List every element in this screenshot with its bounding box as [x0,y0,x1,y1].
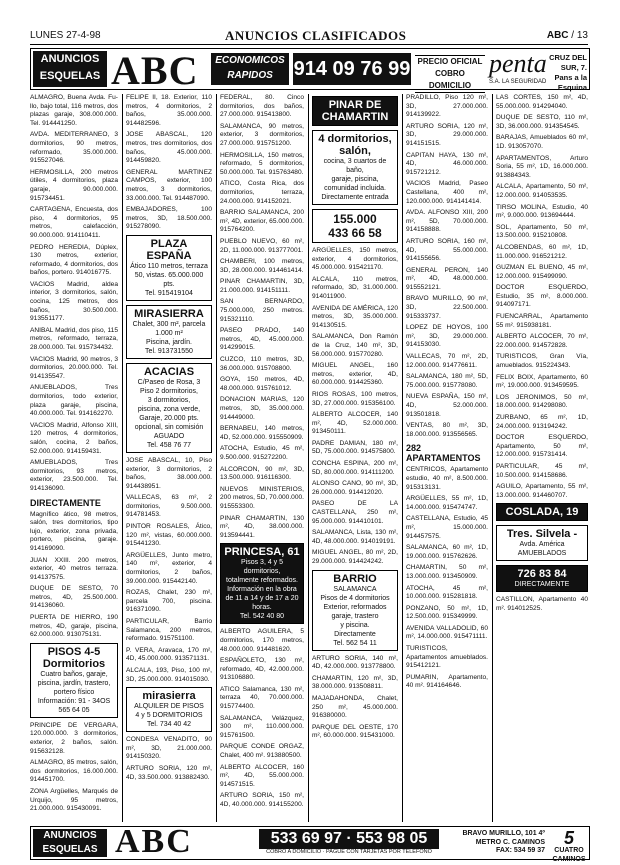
ad-box-line: BARRIO [333,572,377,585]
classified-ad: PARQUE CONDE ORGAZ, Chalet, 400 m². 913880500. [220,743,304,760]
classified-ad: PRINCIPE DE VERGARA, 120.000.000. 3 dormitorios, exterior, 2 baños, salón. 915632128. [30,721,118,755]
ad-box-line: opcional, sin comisión [134,423,204,431]
classified-ad: PUMARIN, Apartamento, 40 m². 914164646. [406,673,488,690]
footer-cuatro-number: 5 [563,828,574,848]
classified-ad: DUQUE DE SESTO, 110 m², 3D, 36.000.000. 914354545. [496,114,588,130]
banner-economicos-line1: ECONOMICOS [215,55,285,66]
page-header [30,28,588,45]
ad-box-line: Tel. 542 40 80 [240,613,284,621]
column-divider [216,94,217,822]
ad-box-line: AGUADO [153,432,185,440]
classified-ad: VACIOS Madrid, Paseo Castellana, 400 m², 120.000.000. 914141414. [406,180,488,205]
banner-esquelas: ESQUELAS [39,70,101,82]
column-divider [402,94,403,822]
classified-ad: ALCALA, Apartamento, 50 m², 12.000.000. 914053535. [496,183,588,199]
ad-box-line: Tel. 915419104 [145,289,193,297]
ad-box-line: piscina, zona verde, [137,405,201,413]
ad-box [312,130,398,205]
header-page-name: ABC [546,30,569,41]
banner-penta-logo: penta [489,49,547,78]
classified-ad: JOSE ABASCAL, 10, Piso exterior, 3 dormitorios, 2 baños, 38.000.000. 914438951. [126,456,212,490]
classified-ad: BARRIO SALAMANCA, 200 m², 4D, exterior, 65.000.000. 915764200. [220,209,304,234]
classified-ad: CUZCO, 110 metros, 3D, 36.000.000. 915708800. [220,356,304,372]
ad-box-line: Ático 110 metros, terraza 50, vistas. 65.000.000 pts. [130,262,208,288]
banner-anuncios: ANUNCIOS [40,53,100,65]
classified-ad: ZURBANO, 65 m², 1D, 24.000.000. 913194242. [496,414,588,430]
classified-ad: GOYA, 150 metros, 4D, 48.000.000. 915761012. [220,376,304,392]
classified-ad: SALAMANCA, 60 m², 1D, 19.000.000. 915762626. [406,544,488,560]
footer-phones: 533 69 97 · 553 98 05 [259,829,439,849]
ad-box-line: Tel. 562 54 11 [333,639,377,647]
ad-box-line: Chalet, 300 m², parcela 1.000 m² [132,320,206,337]
classified-ad: FEDERAL, 80. Cinco dormitorios, dos baños, 27.000.000. 915413800. [220,94,304,119]
ad-box-line: PINAR DE CHAMARTIN [321,99,389,123]
classified-ad: AVENIDA VALLADOLID, 60 m², 14.000.000. 915471111. [406,624,488,641]
classified-ad: SALAMANCA, Velázquez, 300 m², 110.000.000. 915761500. [220,714,304,739]
ad-box-line: PRINCESA, 61 [224,546,300,559]
header-title: ANUNCIOS CLASIFICADOS [225,28,407,43]
classified-ad: PUEBLO NUEVO, 60 m², 2D, 11.000.000. 913777001. [220,237,304,254]
footer-cuatro-line2: CAMINOS [552,856,586,863]
classified-ad: ALBERTO ALCOCER, 70 m², 22.000.000. 914572828. [496,333,588,349]
footer-cobro: COBRO A DOMICILIO · PAGUE CON TARJETAS POR TELÉFONO [266,849,432,855]
classified-ad: MIGUEL ANGEL, 160 metros, exterior, 4D, 60.000.000. 914425360. [312,362,398,387]
ad-box-line: Pisos 3, 4 y 5 dormitorios, [240,559,284,576]
footer-anuncios: ANUNCIOS [43,830,97,841]
classified-ad: VACIOS Madrid, 90 metros, 3 dormitorios, 20.000.000. Tel. 914135547. [30,355,118,380]
ad-box-line: Tel. 458 76 77 [147,441,191,449]
classified-ad: PINTOR ROSALES, Ático, 120 m², vistas, 60.000.000. 915441230. [126,523,212,548]
classified-ad: CASTILLON, Apartamento 40 m². 914012525. [496,596,588,612]
ad-box-line: Tel. 913731550 [145,347,193,355]
classified-ad: DOCTOR ESQUERDO, Estudio, 35 m², 8.000.000. 914097171. [496,284,588,309]
banner-anuncios-esquelas [33,51,107,87]
classified-ad: SAN BERNARDO, 75.000.000, 250 metros. 915321110. [220,298,304,323]
footer-address-line2: METRO C. CAMINOS [475,838,545,846]
classified-ad: VACIOS Madrid, aldea interior, 3 dormitorios, salón, cocina, 125 metros, dos baños, 30.500.000. 913551177. [30,280,118,323]
classified-ad: PASEO DE LA CASTELLANA, 250 m², 95.000.000. 914410101. [312,500,398,525]
column-divider [492,94,493,822]
classified-ad: ALCALA, 110 metros, reformado, 3D, 31.000.000. 914011900. [312,275,398,300]
classified-ad: VENTAS, 80 m², 3D, 18.000.000. 913556565. [406,422,488,438]
classified-ad: LAS CORTES, 150 m², 4D, 55.000.000. 914294040. [496,94,588,110]
ad-box-line: ACACIAS [143,365,195,378]
classified-ad: VACIOS Madrid, Alfonso XIII, 120 metros, 4 dormitorios, salón, cocina, 2 baños, 52.000.000. 914159431. [30,421,118,455]
classified-ad: JOSE ABASCAL, 120 metros, tres dormitorios, dos baños, 45.000.000. 914459820. [126,131,212,165]
ad-box [312,209,398,243]
ad-box [126,363,212,453]
ad-box-line: comunidad incluida. [324,185,386,192]
ad-box-line: Piso 2 dormitorios, [140,387,198,395]
ad-box-line: Pisos de 4 dormitorios [320,594,390,602]
ad-box-line: ALQUILER DE PISOS [134,703,204,711]
ad-box-line: 565 64 05 [58,706,90,714]
ad-box [126,687,212,732]
classified-ad: ANIBAL Madrid, dos piso, 115 metros, reformado, terraza, 28.000.000. Tel. 915734432. [30,326,118,352]
ad-box [126,305,212,359]
classified-ad: ALBERTO ALCOCER, 160 m², 4D, 55.000.000. 914571515. [220,763,304,788]
classified-ad: PONZANO, 50 m², 1D, 12.500.000. 915349999. [406,604,488,621]
banner-phone: 914 09 76 99 [293,53,411,85]
ad-box [220,543,304,624]
classified-ad: AVDA. ALFONSO XIII, 200 m², 5D, 70.000.000. 914158888. [406,209,488,234]
ad-box-line: 4 y 5 DORMITORIOS [135,712,203,720]
footer-address-line3: FAX: 534 59 37 [495,847,545,854]
header-date: LUNES 27-4-98 [30,30,101,41]
ad-box-line: de 11 a 14 y de 17 a 20 horas. [225,595,299,612]
ad-box-line: Directamente [334,630,376,638]
classified-ad: ALBERTO AGUILERA, 5 dormitorios, 170 metros, 48.000.000. 914481620. [220,628,304,653]
classified-ad: BARAJAS, Amueblados 60 m², 1D. 913057070. [496,134,588,150]
banner-precio-line1: PRECIO OFICIAL [417,57,483,66]
classified-ad: GENERAL PERON, 140 m², 4D, 48.000.000. 915552121. [406,266,488,291]
ad-box-line: 3 dormitorios, [147,396,191,404]
column-2 [126,94,212,822]
ad-box [496,503,588,521]
classified-ad: ESPAÑOLETO, 130 m², reformado, 4D, 42.000.000. 913106880. [220,657,304,682]
footer-abc-logo: ABC [115,823,193,860]
classified-ad: PEDRO HEREDIA, Dúplex, 130 metros, exterior, reformado, 4 dormitorios, dos baños, portero. 914016775. [30,243,118,277]
classified-ad: AGUILO, Apartamento, 55 m², 13.000.000. 914460707. [496,483,588,499]
classified-ad: ROZAS, Chalet, 230 m², parcela 700, piscina. 916371090. [126,589,212,614]
classified-ad: PUERTA DE HIERRO, 190 metros, 4D, garaje, piscina, 62.000.000. 913075131. [30,614,118,639]
classified-ad: CHAMBERI, 100 metros, 3D, 28.000.000. 914461414. [220,258,304,274]
classified-ad: FELIX BOIX, Apartamento, 60 m², 19.000.000. 913459595. [496,373,588,390]
ad-box-line: totalmente reformados. [226,577,298,585]
classified-ad: AVENIDA DE AMÉRICA, 120 metros, 3D, 35.000.000. 914130515. [312,304,398,329]
classified-ad: VALLECAS, 63 m², 2 dormitorios, 9.500.000. 914781453. [126,494,212,519]
top-banner [30,48,590,93]
ad-box-line: Información: 91 - 34OS [37,697,111,705]
footer-cuatro-line1: CUATRO [554,847,584,854]
ad-box [30,643,118,718]
classified-ad: SALAMANCA, 90 metros, exterior, 3 dormitorios, 27.000.000. 915751200. [220,122,304,147]
ad-box-line: AMUEBLADOS [517,550,567,558]
banner-cruz-line1: CRUZ DEL SUR, 7. [549,53,587,72]
classified-ad: DUQUE DE SESTO, 70 metros, 4D, 25.500.000. 914136060. [30,585,118,610]
ad-box-line: Directamente entrada [321,194,389,201]
ad-box-line: 726 83 84 [517,568,567,581]
ad-box-line: garaje, trastero [331,612,379,620]
banner-economicos-line2: RAPIDOS [227,70,273,81]
ad-box-line: Cuatro baños, garaje, piscina, jardín, trastero, portero físico [37,670,111,696]
column-divider [308,94,309,822]
classified-ad: PASEO PRADO, 140 metros, 4D, 45.000.000. 914299015. [220,327,304,352]
classified-ad: MIGUEL ANGEL, 80 m², 2D, 29.000.000. 914424242. [312,549,398,565]
classified-ad: ARGÜELLES, 150 metros, exterior, 4 dormitorios, 45.000.000. 915421170. [312,247,398,272]
classified-ad: AMUEBLADOS, Tres dormitorios, 93 metros, exterior, 23.500.000. Tel. 914136090. [30,459,118,492]
classified-ad: GUZMAN EL BUENO, 45 m², 12.000.000. 915499090. [496,264,588,280]
classified-ad: HERMOSILLA, 200 metros útiles, 4 dormitorios, plaza garaje, 90.000.000. 915734451. [30,168,118,202]
classified-ad: ARTURO SORIA, 140 m², 4D, 42.000.000. 913778800. [312,654,398,671]
footer-address [445,830,545,856]
column-6 [496,94,588,822]
banner-economicos [211,53,289,85]
classified-ad: CAPITAN HAYA, 130 m², 4D, 46.000.000. 915721212. [406,151,488,176]
classified-ad: CHAMARTIN, 50 m², 13.000.000. 913450909. [406,564,488,580]
footer-esquelas: ESQUELAS [42,844,98,855]
ad-box [312,96,398,126]
column-divider [122,94,123,822]
ad-box-line: cocina, 3 cuartos de baño, [323,158,387,174]
section-heading: 282 APARTAMENTOS [406,443,481,464]
ad-box-line: PLAZA ESPAÑA [146,237,192,262]
classified-ad: NUEVA ESPAÑA, 150 m², 4D, 52.000.000. 913501818. [406,393,488,418]
classified-ad: APARTAMENTOS, Arturo Soria, 55 m², 1D, 16.000.000. 913884343. [496,154,588,179]
ad-box-line: y piscina. [340,621,370,629]
classified-ad: CONDESA VENADITO, 90 m², 3D, 21.000.000. 914150320. [126,736,212,761]
classified-ad: TURISTICOS, Gran Vía, amueblados. 915224343. [496,353,588,370]
ad-box-line: PISOS 4-5 Dormitorios [42,645,106,670]
classified-ad: PINAR CHAMARTIN, 130 m², 4D, 38.000.000. 913594441. [220,514,304,539]
classified-ad: SALAMANCA, 180 m², 5D, 75.000.000. 915778080. [406,373,488,389]
classified-ad: PARQUE DEL OESTE, 170 m², 60.000.000. 915431000. [312,723,398,740]
footer-anuncios-esquelas [33,829,107,857]
column-5 [406,94,488,822]
classified-ad: LOPEZ DE HOYOS, 100 m², 3D, 29.000.000. 914153030. [406,324,488,349]
ad-box-line: DIRECTAMENTE [514,581,570,589]
ad-box-line: 155.000 [333,212,377,226]
classified-ad: LOS JERONIMOS, 50 m², 18.000.000. 914298080. [496,393,588,410]
classified-ad: GENERAL MARTINEZ CAMPOS, exterior, 100 metros, 3 dormitorios, 33.000.000. Tel. 914487090. [126,168,212,202]
classified-ad: FUENCARRAL, Apartamento 55 m². 915938181. [496,313,588,329]
banner-penta-sub: S.A. LA SEGURIDAD [489,79,547,85]
classified-ad: DOCTOR ESQUERDO, Apartamento, 50 m², 12.000.000. 915731414. [496,434,588,459]
header-page-number: 13 [576,30,588,41]
ad-box-line: Piscina, jardín. [146,338,192,346]
classified-ad: SALAMANCA, Don Ramón de la Cruz, 140 m², 3D, 56.000.000. 915770280. [312,333,398,358]
classified-ad: ATICO Salamanca, 130 m², terraza 40, 70.000.000. 915774400. [220,685,304,711]
classified-ad: JUAN XXIII. 200 metros, exterior, 40 metros terraza. 914137575. [30,556,118,581]
ad-box-line: Exterior, reformados [323,603,387,611]
classified-ad: HERMOSILLA, 150 metros, reformado, 5 dormitorios, 50.000.000. Tel. 915763480. [220,151,304,176]
ad-box-line: Información en la obra [227,586,297,594]
column-4 [312,94,398,822]
ad-box-line: COSLADA, 19 [505,506,579,519]
classified-ad: ALBERTO ALCOCER, 140 m², 4D, 52.000.000. 913450111. [312,411,398,436]
classified-ad: CENTRICOS, Apartamento estudio, 40 m², 8.500.000. 915313131. [406,466,488,491]
classified-ad: CASTELLANA, Estudio, 45 m², 15.000.000. 914457575. [406,515,488,540]
header-page: ABC / 13 [546,30,588,41]
classified-ad: BRAVO MURILLO, 90 m², 3D, 22.500.000. 915333737. [406,295,488,320]
ad-box-line: Tel. 734 40 42 [147,721,191,729]
classified-ad: ALMAGRO, 85 metros, salón, dos dormitorios, 16.000.000. 914451700. [30,759,118,784]
banner-precio-line2: COBRO DOMICILIO [428,69,472,90]
column-1 [30,94,118,822]
classified-ad: EMBAJADORES, 100 metros, 3D, 18.500.000. 915278090. [126,206,212,231]
classified-ad: CHAMARTIN, 120 m², 3D, 38.000.000. 913508811. [312,674,398,691]
ad-box-line: MIRASIERRA [134,307,204,320]
classified-ad: RIOS ROSAS, 100 metros, 3D, 27.000.000. 915356100. [312,390,398,407]
classified-ad: ALCORCON, 90 m², 3D, 13.500.000. 916116300. [220,465,304,482]
classified-ad: ALCOBENDAS, 60 m², 1D, 11.000.000. 916521212. [496,243,588,260]
classified-ad: PARTICULAR, Barrio Salamanca, 200 metros, reformado. 915751100. [126,618,212,643]
classified-ad: FELIPE II, 18. Exterior, 110 metros, 4 dormitorios, 2 baños, 35.000.000. 914482596. [126,94,212,127]
classified-ad: BERNABEU, 140 metros, 4D, 52.000.000. 915550909. [220,425,304,441]
classified-ad: CONCHA ESPINA, 200 m², 5D, 80.000.000. 914111200. [312,460,398,476]
classified-ad: ARGÜELLES, 55 m², 1D, 14.000.000. 915474747. [406,495,488,511]
classified-ad: ARTURO SORIA, 120 m², 3D, 29.000.000. 914151515. [406,122,488,147]
classified-ad: MAJADAHONDA, Chalet, 250 m², 45.000.000. 916380000. [312,694,398,720]
classified-ad: P. VERA, Aravaca, 170 m², 4D, 45.000.000. 913571131. [126,646,212,663]
classified-ad: PARTICULAR, 45 m², 10.500.000. 914158686. [496,462,588,479]
classified-ad: ALCALA, 193, Piso, 100 m², 3D, 25.000.000. 914015030. [126,666,212,683]
banner-precio-oficial [415,55,485,93]
classified-ad: ARTURO SORIA, 120 m², 4D, 33.500.000. 913882430. [126,764,212,781]
classified-ad: ATOCHA, 45 m², 10.000.000. 915281818. [406,584,488,601]
footer-cuatro-caminos-logo [551,830,587,864]
classified-ad: AVDA. MEDITERRANEO, 3 dormitorios, 90 metros, reformado, 35.000.000. 915527046. [30,131,118,165]
classified-ad: ALMAGRO, Buena Avda. Fu- llo, bajo total, 116 metros, dos plazas garaje, 308.000.000. Tel. 914441250. [30,94,118,127]
classified-ad: ALONSO CANO, 90 m², 3D, 26.000.000. 914412020. [312,480,398,496]
ad-box-line: garaje, piscina, [331,176,379,183]
classified-ad: Magnífico ático, 98 metros, salón, tres dormitorios, tipo lujo, exterior, zona privada, portero, piscina, garaje. 914169090. [30,510,118,552]
ad-box-line: 4 dormitorios, salón, [318,133,392,157]
banner-cruz-del-sur [545,53,587,93]
classified-ad: ANUEBLADOS, Tres dormitorios, todo exterior, plaza garaje, piscina, 40.000.000. Tel. 914162270. [30,384,118,418]
classified-ad: PINAR CHAMARTIN, 3D, 21.000.000. 914151111. [220,278,304,294]
ad-box-line: 433 66 58 [328,226,382,240]
ad-box-line: Tres. Silvela - [506,528,578,541]
ad-box [126,235,212,301]
classified-ad: ATOCHA, Estudio, 45 m², 9.500.000. 915272200. [220,445,304,461]
ad-box-line: SALAMANCA [333,585,377,593]
classified-ad: PADRE DAMIAN, 180 m², 5D, 75.000.000. 914575800. [312,439,398,456]
classified-ad: SOL, Apartamento, 50 m², 13.500.000. 915210808. [496,223,588,240]
classified-ad: SALAMANCA, Lista, 130 m², 4D, 48.000.000. 914019191. [312,529,398,545]
classified-ad: ARTURO SORIA, 160 m², 4D, 55.000.000. 914155656. [406,237,488,263]
classified-ad: TURISTICOS, Apartamentos amueblados. 915412121. [406,645,488,670]
footer-address-line1: BRAVO MURILLO, 101 4º [462,830,545,837]
bottom-banner [30,823,590,863]
classified-ad: ZONA Argüelles, Marqués de Urquijo, 95 metros, 21.000.000. 915430091. [30,788,118,813]
ad-box-line: C/Paseo de Rosa, 3 [137,378,201,386]
section-heading: DIRECTAMENTE [30,497,101,508]
classified-ad: NUEVOS MINISTERIOS, 200 metros, 5D, 70.000.000. 915553300. [220,485,304,510]
classified-ad: VALLECAS, 70 m², 2D, 12.000.000. 914776611. [406,353,488,369]
ad-box-line: mirasierra [142,690,196,703]
classified-ad: TIRSO MOLINA, Estudio, 40 m², 9.000.000. 913694444. [496,203,588,220]
classified-ad: DONACION MARIAS, 120 metros, 3D, 35.000.000. 914449000. [220,396,304,421]
column-3 [220,94,304,822]
classified-ad: CARTAGENA, Encuesta, dos piso, 4 dormitorios, 95 metros, calefacción, 90.000.000. 914110411. [30,206,118,239]
ad-box-line: Avda. América [519,541,565,549]
banner-cruz-line2: Pans a la Esquina [554,73,587,92]
ad-box [312,570,398,651]
ad-box [496,525,588,561]
classified-ad: ATICO, Costa Rica, dos dormitorios, terraza, 24.000.000. 914152021. [220,180,304,205]
classified-ad: ARTURO SORIA, 150 m², 4D, 40.000.000. 914155200. [220,792,304,808]
classified-ad: ARGÜELLES, Junto metro, 140 m², exterior, 4 dormitorios, 2 baños, 39.000.000. 915442140. [126,551,212,585]
classified-ad: PRADILLO, Piso 120 m², 3D, 27.000.000. 914139922. [406,94,488,119]
banner-abc-logo: ABC [111,48,199,93]
ad-box-line: Garaje, 20.000 pts. [139,414,199,422]
ad-box [496,565,588,592]
